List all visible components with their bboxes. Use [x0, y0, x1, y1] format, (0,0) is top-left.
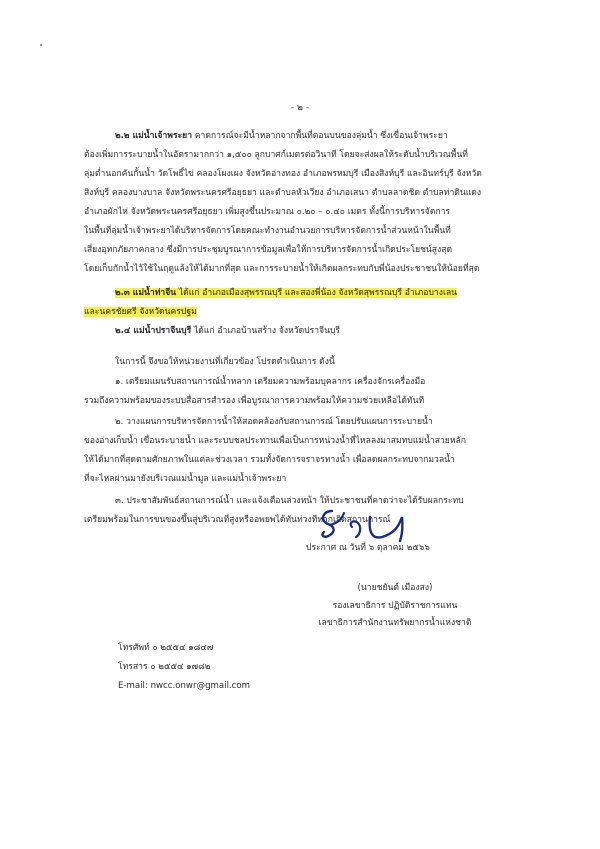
page-number: - ๒ -: [290, 103, 310, 113]
intro-text: ในการนี้ จึงขอให้หน่วยงานที่เกี่ยวข้อง โปรดดำเนินการ ดังนี้: [115, 357, 335, 367]
sec22-line-4: สิงห์บุรี คลองบางบาล จังหวัดพระนครศรีอยุธยา และตำบลหัวเวียง อำเภอเสนา ตำบลลาดชิด ตำบลท่าดินแดง: [84, 188, 482, 198]
sec24-line: ๒.๔ แม่น้ำปราจีนบุรี ได้แก่ อำเภอบ้านสร้าง จังหวัดปราจีนบุรี: [115, 326, 341, 336]
announce-date: ประกาศ ณ วันที่ ๖ ตุลาคม ๒๕๖๖: [306, 543, 430, 553]
handwritten-signature: [318, 505, 414, 545]
sec23-line-1: ๒.๓ แม่น้ำท่าจีน ได้แก่ อำเภอเมืองสุพรรณบุรี และสองพี่น้อง จังหวัดสุพรรณบุรี อำเภอบางเลน: [115, 288, 458, 298]
sec22-line-6: ในพื้นที่ลุ่มน้ำเจ้าพระยาได้บริหารจัดการโดยคณะทำงานอำนวยการบริหารจัดการน้ำส่วนหน้าในพื้นที่: [84, 226, 451, 236]
sec23-heading: ๒.๓ แม่น้ำท่าจีน: [115, 288, 177, 298]
item2-line-2: ของอ่างเก็บน้ำ เขื่อนระบายน้ำ และระบบชลประทานเพื่อเป็นการหน่วงน้ำที่ไหลลงมาสมทบแม่น้ำสายหลัก: [84, 436, 466, 446]
sec22-line-3: ลุ่มต่ำนอกคันกั้นน้ำ วัดโพธิ์ไข่ คลองโผงเผง จังหวัดอ่างทอง อำเภอพรหมบุรี เมืองสิงห์บุรี และอินทร์บุรี จังหวัด: [84, 169, 482, 179]
sec22-line-2: ต้องเพิ่มการระบายน้ำในอัตรามากกว่า ๑,๕๐๐ ลูกบาศก์เมตรต่อวินาที โดยจะส่งผลให้ระดับน้ำบริเวณพื้นที่: [84, 150, 468, 160]
sec22-line-7: เสี่ยงอุทกภัยภาคกลาง ซึ่งมีการประชุมบูรณาการข้อมูลเพื่อให้การบริหารจัดการน้ำเกิดประโยชน์สูงสุด: [84, 245, 453, 255]
item2-line-4: ที่จะไหลผ่านมายังบริเวณแม่น้ำมูล และแม่น้ำเจ้าพระยา: [84, 474, 287, 484]
signatory-title-2: เลขาธิการสำนักงานทรัพยากรน้ำแห่งชาติ: [318, 618, 472, 628]
sec23-line-2: และนครชัยศรี จังหวัดนครปฐม: [84, 307, 197, 317]
sec24-heading: ๒.๔ แม่น้ำปราจีนบุรี: [115, 326, 192, 336]
sec22-line-8: โดยเก็บกักน้ำไว้ใช้ในฤดูแล้งให้ได้มากที่สุด และการระบายน้ำให้เกิดผลกระทบกับพี่น้องประชาชนให้น้อยที่สุด: [84, 264, 480, 274]
contact-phone: โทรศัพท์ ๐ ๒๕๕๔ ๑๘๔๗: [118, 643, 214, 653]
contact-email: E-mail: nwcc.onwr@gmail.com: [118, 681, 251, 691]
signatory-title-1: รองเลขาธิการ ปฏิบัติราชการแทน: [332, 600, 458, 611]
item3-line-1: ๓. ประชาสัมพันธ์สถานการณ์น้ำ และแจ้งเตือนล่วงหน้า ให้ประชาชนที่คาดว่าจะได้รับผลกระทบ: [115, 496, 464, 506]
signatory-block: [240, 580, 550, 633]
sec22-heading: ๒.๒ แม่น้ำเจ้าพระยา: [115, 131, 193, 141]
item1-line-1: ๑. เตรียมแผนรับสถานการณ์น้ำหลาก เตรียมความพร้อมบุคลากร เครื่องจักรเครื่องมือ: [115, 377, 426, 387]
item3-line-2: เตรียมพร้อมในการขนของขึ้นสู่บริเวณที่สูงหรืออพยพได้ทันท่วงทีหากเกิดสถานการณ์: [84, 515, 391, 525]
contact-fax: โทรสาร ๐ ๒๕๕๔ ๑๗๘๒: [118, 662, 211, 672]
sec22-line-5: อำเภอผักไห่ จังหวัดพระนครศรีอยุธยา เพิ่มสูงขึ้นประมาณ ๐.๒๐ – ๐.๔๐ เมตร ทั้งนี้การบริหารจัดการ: [84, 207, 451, 217]
item1-line-2: รวมถึงความพร้อมของระบบสื่อสารสำรอง เพื่อบูรณาการความพร้อมให้ความช่วยเหลือได้ทันที: [84, 396, 425, 406]
signatory-name: (นายชยันต์ เมืองสง): [357, 583, 433, 593]
scan-speck: [40, 44, 42, 46]
sec22-line-1: ๒.๒ แม่น้ำเจ้าพระยา คาดการณ์จะมีน้ำหลากจากพื้นที่ตอนบนของลุ่มน้ำ ซึ่งเขื่อนเจ้าพระยา: [115, 131, 448, 141]
item2-line-3: ให้ได้มากที่สุดตามศักยภาพในแต่ละช่วงเวลา รวมทั้งจัดการจราจรทางน้ำ เพื่อลดผลกระทบจากมวลน้ำ: [84, 455, 455, 465]
item2-line-1: ๒. วางแผนการบริหารจัดการน้ำให้สอดคล้องกับสถานการณ์ โดยปรับแผนการระบายน้ำ: [115, 417, 433, 427]
